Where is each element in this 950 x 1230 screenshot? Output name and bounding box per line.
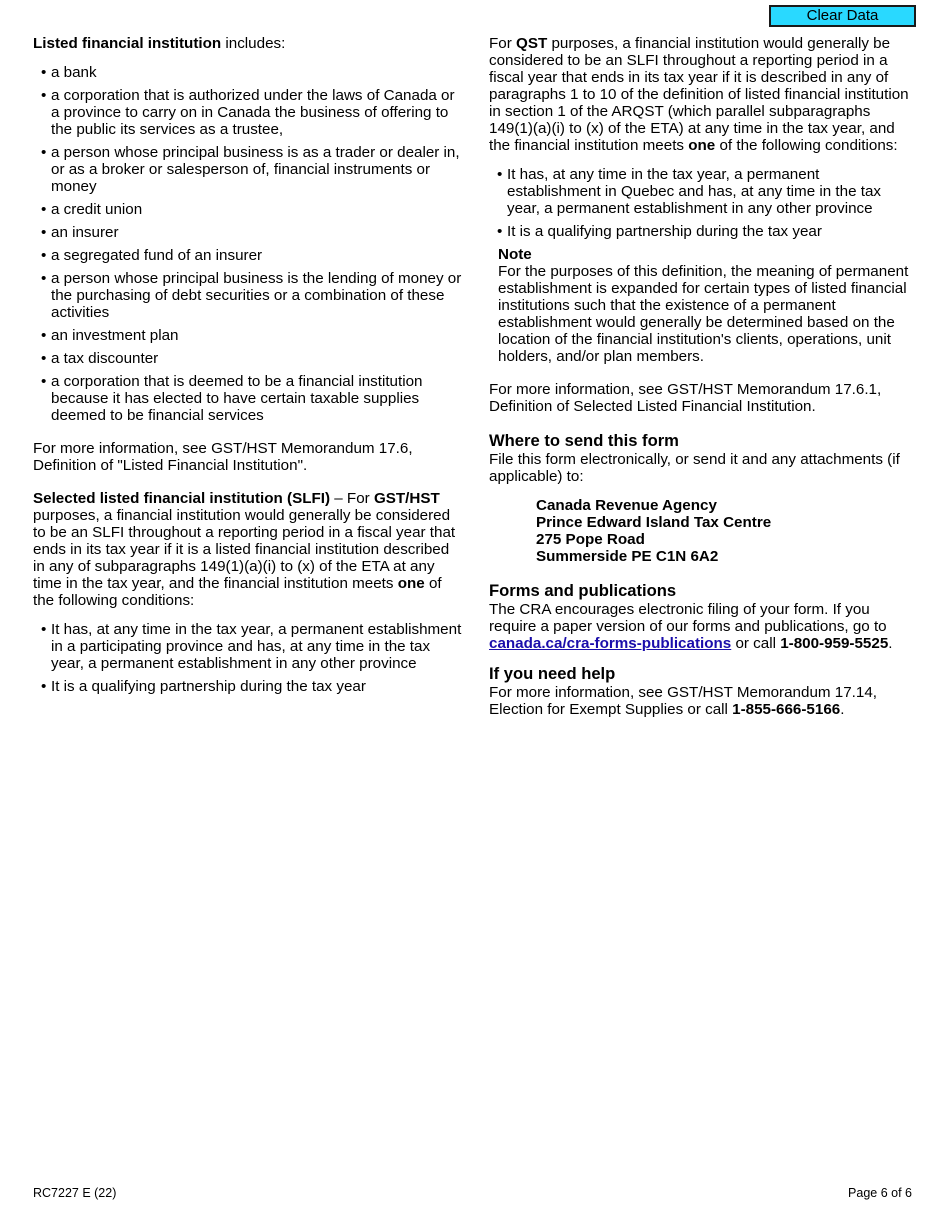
forms-heading: Forms and publications (489, 581, 677, 600)
lfi-term: Listed financial institution (33, 35, 222, 52)
page-number: Page 6 of 6 (848, 1186, 912, 1200)
lfi-list (41, 64, 463, 424)
send-heading: Where to send this form (489, 431, 679, 450)
list-item: • a credit union (41, 201, 463, 218)
list-item: • a tax discounter (41, 350, 463, 367)
forms-body: The CRA encourages electronic filing of your form. If you require a paper version of our forms and publications, go to canada.ca/cra-forms-publications or call 1-800-959-5525. (489, 601, 893, 652)
slfi-definition: Selected listed financial institution (SLFI) – For GST/HST purposes, a financial institution would generally be considered to be an SLFI throughout a reporting period in a fiscal year that ends in its tax year if it is a listed financial institution described in any of subparagraphs 149(1)(a)(i) to (x) of the ETA at any time in the tax year, and the financial institution meets one of the following conditions: (33, 490, 456, 609)
list-item: • an investment plan (41, 327, 463, 344)
lfi-more-info: For more information, see GST/HST Memorandum 17.6, Definition of "Listed Financial Institution". (33, 440, 413, 474)
forms-publications-link[interactable]: canada.ca/cra-forms-publications (489, 635, 732, 652)
left-column (33, 35, 463, 701)
lfi-intro: Listed financial institution includes: (33, 35, 286, 52)
help-heading: If you need help (489, 664, 616, 683)
form-identifier: RC7227 E (22) (33, 1186, 117, 1200)
clear-data-button[interactable]: Clear Data (769, 5, 916, 27)
note-body: For the purposes of this definition, the meaning of permanent establishment is expanded for certain types of listed financial institutions such that the existence of a permanent establishment would generally be determined based on the location of the financial institution's clients, operations, unit holders, and/or plan members. (498, 263, 909, 365)
right-column (489, 35, 914, 718)
list-item: • It is a qualifying partnership during the tax year (497, 223, 914, 240)
list-item: • a bank (41, 64, 463, 81)
list-item: • a corporation that is deemed to be a financial institution because it has elected to have certain taxable supplies deemed to be financial services (41, 373, 463, 424)
mailing-address: Canada Revenue Agency Prince Edward Island Tax Centre 275 Pope Road Summerside PE C1N 6A2 (536, 497, 772, 565)
list-item: • a corporation that is authorized under the laws of Canada or a province to carry on in Canada the business of offering to the public its services as a trustee, (41, 87, 463, 138)
qst-more-info: For more information, see GST/HST Memorandum 17.6.1, Definition of Selected Listed Financial Institution. (489, 381, 882, 415)
list-item: • a segregated fund of an insurer (41, 247, 463, 264)
list-item: • a person whose principal business is as a trader or dealer in, or as a broker or salesperson of, financial instruments or money (41, 144, 463, 195)
note-block (498, 246, 914, 365)
list-item: • It has, at any time in the tax year, a permanent establishment in a participating province and has, at any time in the tax year, a permanent establishment in any other province (41, 621, 463, 672)
note-title: Note (498, 246, 532, 263)
list-item: • It is a qualifying partnership during the tax year (41, 678, 463, 695)
send-body: File this form electronically, or send it and any attachments (if applicable) to: (489, 451, 900, 485)
list-item: • It has, at any time in the tax year, a permanent establishment in Quebec and has, at any time in the tax year, a permanent establishment in any other province (497, 166, 914, 217)
list-item: • a person whose principal business is the lending of money or the purchasing of debt securities or a combination of these activities (41, 270, 463, 321)
slfi-conditions-list (41, 621, 463, 695)
list-item: • an insurer (41, 224, 463, 241)
qst-conditions-list (497, 166, 914, 240)
qst-definition: For QST purposes, a financial institution would generally be considered to be an SLFI throughout a reporting period in a fiscal year that ends in its tax year if it is described in any of paragraphs 1 to 10 of the definition of listed financial institution in section 1 of the ARQST (which parallel subparagraphs 149(1)(a)(i) to (x) of the ETA) at any time in the tax year, and the financial institution meets one of the following conditions: (489, 35, 909, 154)
help-body: For more information, see GST/HST Memorandum 17.14, Election for Exempt Supplies or call 1-855-666-5166. (489, 684, 877, 718)
